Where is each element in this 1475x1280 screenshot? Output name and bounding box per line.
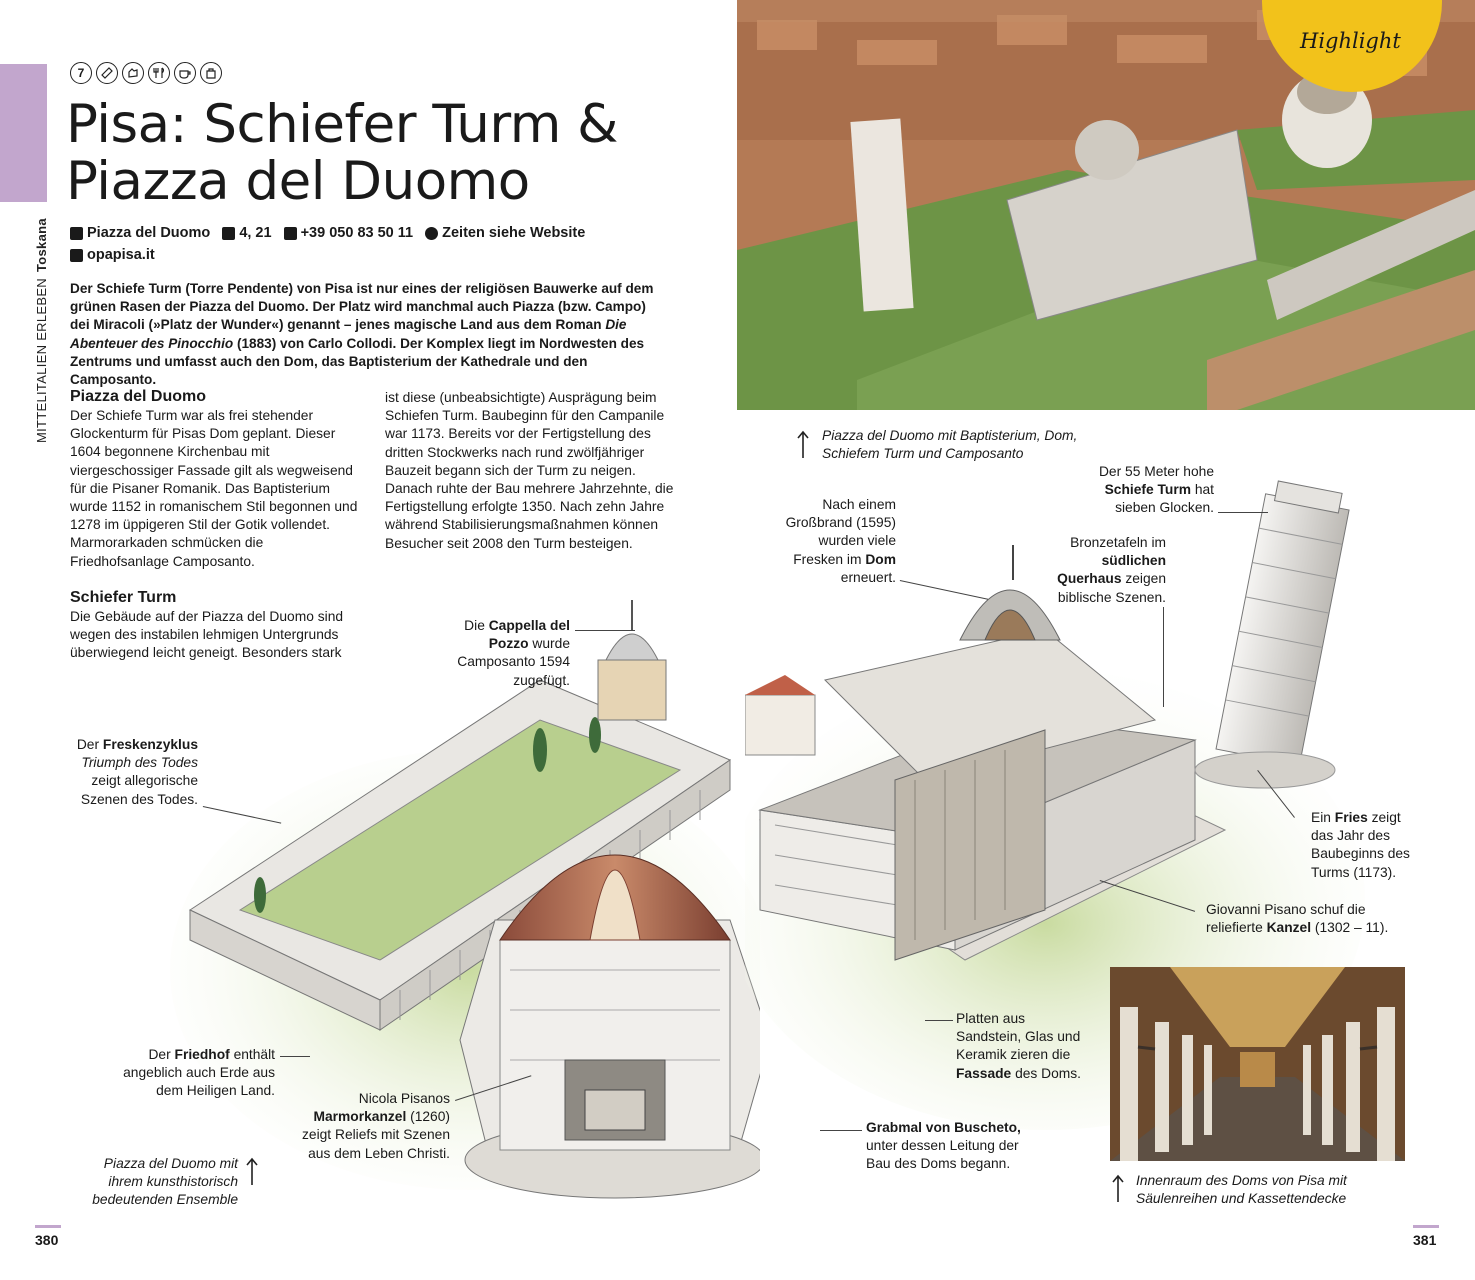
label-cappella: Die Cappella del Pozzo wurde Camposanto 1594 zugefügt. — [457, 618, 570, 688]
page-marker — [1413, 1225, 1439, 1228]
leader-line — [1163, 607, 1164, 707]
shopping-icon — [200, 62, 222, 84]
section-label: MITTELITALIEN ERLEBENToskana — [34, 218, 49, 443]
arrow-up-icon — [1111, 1174, 1125, 1204]
label-platten: Platten aus Sandstein, Glas und Keramik zieren die Fassade des Doms. — [956, 1011, 1082, 1081]
caption-aerial: Piazza del Duomo mit Baptisterium, Dom, Schiefem Turm und Camposanto — [822, 428, 1078, 462]
section-tab — [0, 64, 47, 202]
interior-photo — [1110, 967, 1405, 1161]
leader-line — [575, 630, 635, 631]
label-marmorkanzel: Nicola Pisanos Marmorkanzel (1260) zeigt Reliefs mit Szenen aus dem Leben Christi. — [302, 1091, 450, 1161]
label-turm: Der 55 Meter hohe Schiefe Turm hat sieben Glocken. — [1098, 464, 1214, 516]
lead-paragraph: Der Schiefe Turm (Torre Pendente) von Pisa ist nur eines der religiösen Bauwerke auf dem grünen Rasen der Piazza del Duomo. Der Platz wird manchmal auch Piazza (bzw. Campo) dei Miracoli (»Platz der Wunder«) genannt – jenes magische Land aus dem Roman Die Abenteuer des Pinocchio (1883) von Carlo Collodi. Der Komplex liegt im Nordwesten des Zentrums und umfasst auch den Dom, das Baptisterium der Kathedrale und den Camposanto. — [70, 281, 654, 388]
caption-interior: Innenraum des Doms von Pisa mit Säulenreihen und Kassettendecke — [1136, 1173, 1347, 1207]
info-block: Piazza del Duomo 4, 21 +39 050 83 50 11 Zeiten siehe Website opapisa.it — [70, 224, 670, 268]
label-fresken: Der Freskenzyklus Triumph des Todes zeigt allegorische Szenen des Todes. — [76, 737, 198, 807]
page-title: Pisa: Schiefer Turm & Piazza del Duomo — [66, 94, 619, 212]
website-link[interactable]: opapisa.it — [87, 247, 155, 263]
page-number-left: 380 — [35, 1232, 59, 1248]
arrow-up-icon — [245, 1157, 259, 1187]
label-grabmal: Grabmal von Buscheto, unter dessen Leitung der Bau des Doms begann. — [866, 1120, 1021, 1172]
hand-icon — [122, 62, 144, 84]
heading-piazza: Piazza del Duomo — [70, 388, 207, 405]
label-fries: Ein Fries zeigt das Jahr des Baubeginns des Turms (1173). — [1311, 810, 1410, 880]
page-number-right: 381 — [1413, 1232, 1437, 1248]
leader-line — [925, 1020, 953, 1021]
heading-turm: Schiefer Turm — [70, 588, 177, 606]
number-badge: 7 — [70, 62, 92, 84]
leader-line — [280, 1056, 310, 1057]
restaurant-icon — [148, 62, 170, 84]
text-turm-continued: ist diese (unbeabsichtigte) Ausprägung beim Schiefen Turm. Baubeginn für den Campanile war 1173. Bereits vor der Fertigstellung des dritten Stockwerks nach rund zwölfjähriger Bauzeit begann sich der Turm zu neigen. Danach ruhte der Bau mehrere Jahrzehnte, die Fertigstellung erfolgte 1350. Nach zehn Jahre während Stabilisierungsmaßnahmen können Besucher seit 2008 den Turm besteigen. — [385, 390, 674, 551]
text-turm: Die Gebäude auf der Piazza del Duomo sind wegen des instabilen lehmigen Untergrunds überwiegend leicht geneigt. Besonders stark — [70, 608, 344, 661]
web-icon — [70, 249, 83, 262]
arrow-up-icon — [796, 430, 810, 460]
ticket-icon — [96, 62, 118, 84]
caption-ensemble: Piazza del Duomo mit ihrem kunsthistorisch bedeutenden Ensemble — [92, 1156, 238, 1208]
phone-icon — [284, 227, 297, 240]
category-icons — [70, 62, 222, 84]
label-grossbrand: Nach einem Großbrand (1595) wurden viele Fresken im Dom erneuert. — [785, 497, 896, 585]
page-marker — [35, 1225, 61, 1228]
text-piazza: Der Schiefe Turm war als frei stehender Glockenturm für Pisas Dom geplant. Dieser 1604 begonnene Kirchenbau mit viergeschossiger Fassade gilt als wegweisend für die Pisaner Romanik. Das Baptisterium wurde 1152 in romanischem Stil begonnen und 1278 im üppigeren Stil der Gotik vollendet. Marmorarkaden schmücken die Friedhofsanlage Camposanto. — [70, 408, 358, 569]
home-icon — [70, 227, 83, 240]
highlight-badge: Highlight — [1262, 0, 1442, 92]
column-2 — [385, 389, 675, 553]
label-giovanni: Giovanni Pisano schuf die reliefierte Kanzel (1302 – 11). — [1206, 902, 1389, 936]
leader-line — [820, 1130, 862, 1131]
label-friedhof: Der Friedhof enthält angeblich auch Erde aus dem Heiligen Land. — [123, 1047, 275, 1099]
leader-line — [1218, 512, 1268, 513]
clock-icon — [425, 227, 438, 240]
bus-icon — [222, 227, 235, 240]
cafe-icon — [174, 62, 196, 84]
label-bronze: Bronzetafeln im südlichen Querhaus zeigen biblische Szenen. — [1057, 535, 1166, 605]
